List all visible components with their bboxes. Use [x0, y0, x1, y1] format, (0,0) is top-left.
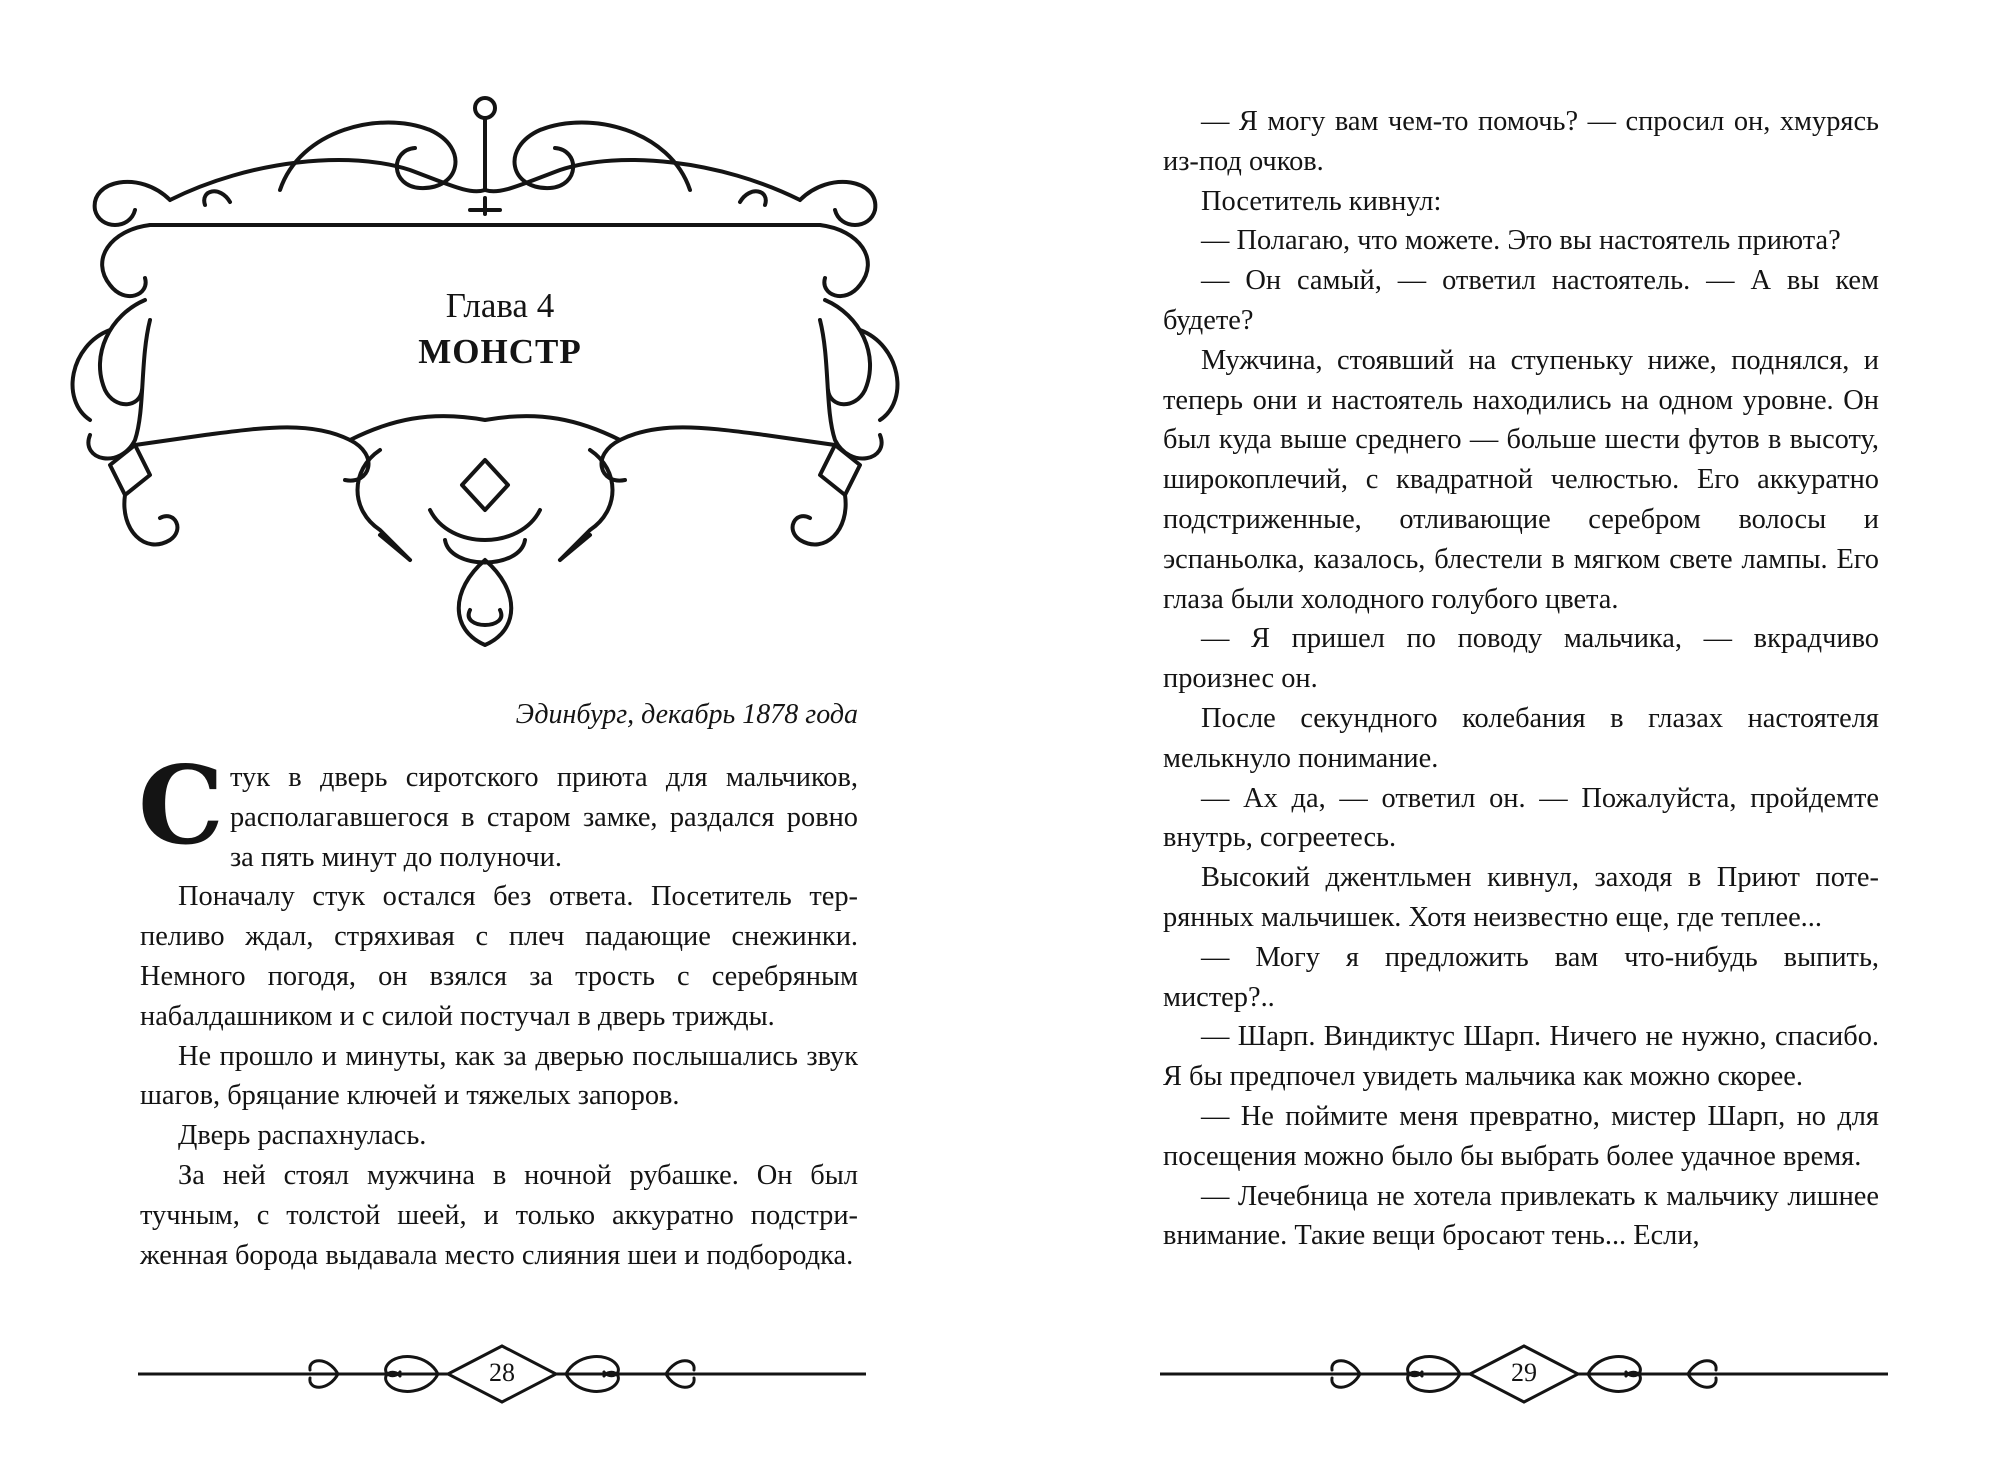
- paragraph: — Ах да, — ответил он. — Пожалуйста, пройдемте внутрь, согреетесь.: [1163, 782, 1879, 854]
- paragraph: Поначалу стук остался без ответа. Посетитель терпеливо ждал, стряхивая с плеч падающие снежинки. Немного погодя, он взялся за трость с серебряным набалдашником и с силой постучал в дверь трижды.: [140, 881, 858, 1032]
- paragraph: Мужчина, стоявший на ступеньку ниже, поднялся, и теперь они и настоятель находились на одном уровне. Он был куда выше среднего — больше шести футов в высоту, широкоплечий, с квадратной челюстью. Его аккуратно подстриженные, отливающие серебром волосы и эспаньолка, казалось, блестели в мягком свете лампы. Его глаза были холодного голубого цвета.: [1163, 344, 1879, 615]
- paragraph: — Я пришел по поводу мальчика, — вкрадчиво произнес он.: [1163, 623, 1879, 695]
- dateline: Эдинбург, декабрь 1878 года: [515, 699, 858, 730]
- paragraph: — Могу я предложить вам что-нибудь выпить, мистер?..: [1163, 941, 1879, 1013]
- paragraph: Дверь распахнулась.: [178, 1120, 427, 1152]
- ornamental-chapter-frame: [50, 90, 920, 670]
- chapter-heading: [150, 283, 850, 375]
- paragraph: — Шарп. Виндиктус Шарп. Ничего не нужно, спасибо. Я бы предпочел увидеть мальчика как можно скорее.: [1163, 1021, 1879, 1093]
- right-body-text: [1163, 102, 1879, 1256]
- paragraph: За ней стоял мужчина в ночной рубашке. Он был тучным, с толстой шеей, и только аккуратно подстриженная борода выдавала место слияния шеи и подбородка.: [140, 1159, 858, 1271]
- page-number: 29: [1511, 1358, 1537, 1387]
- paragraph: — Не поймите меня превратно, мистер Шарп, но для посещения можно было бы выбрать более удачное время.: [1163, 1100, 1879, 1172]
- paragraph: Стук в дверь сиротского приюта для мальчиков, располагавшегося в старом замке, раздался ровно за пять минут до полуночи.: [138, 743, 858, 873]
- page-number: 28: [489, 1358, 515, 1387]
- right-page: [1000, 0, 2000, 1479]
- page-footer-left: [138, 1338, 866, 1408]
- paragraph: Посетитель кивнул:: [1201, 185, 1442, 217]
- paragraph: — Он самый, — ответил настоятель. — А вы кем будете?: [1163, 265, 1879, 336]
- paragraph: — Лечебница не хотела привлекать к мальчику лишнее внимание. Такие вещи бросают тень... Если,: [1163, 1180, 1879, 1252]
- paragraph: — Я могу вам чем-то помочь? — спросил он, хмурясь из-под очков.: [1163, 106, 1879, 177]
- chapter-number: Глава 4: [445, 286, 555, 325]
- paragraph: Не прошло и минуты, как за дверью послышались звук шагов, бряцание ключей и тяжелых запоров.: [140, 1040, 858, 1112]
- paragraph: Высокий джентльмен кивнул, заходя в Приют потерянных мальчишек. Хотя неизвестно еще, где теплее...: [1163, 862, 1879, 933]
- page-footer-right: [1160, 1338, 1888, 1408]
- paragraph: После секундного колебания в глазах настоятеля мелькнуло понимание.: [1163, 702, 1879, 774]
- chapter-title: МОНСТР: [418, 332, 582, 371]
- paragraph: — Полагаю, что можете. Это вы настоятель приюта?: [1201, 225, 1841, 257]
- drop-cap: С: [138, 743, 224, 869]
- left-body-text: [138, 743, 858, 1275]
